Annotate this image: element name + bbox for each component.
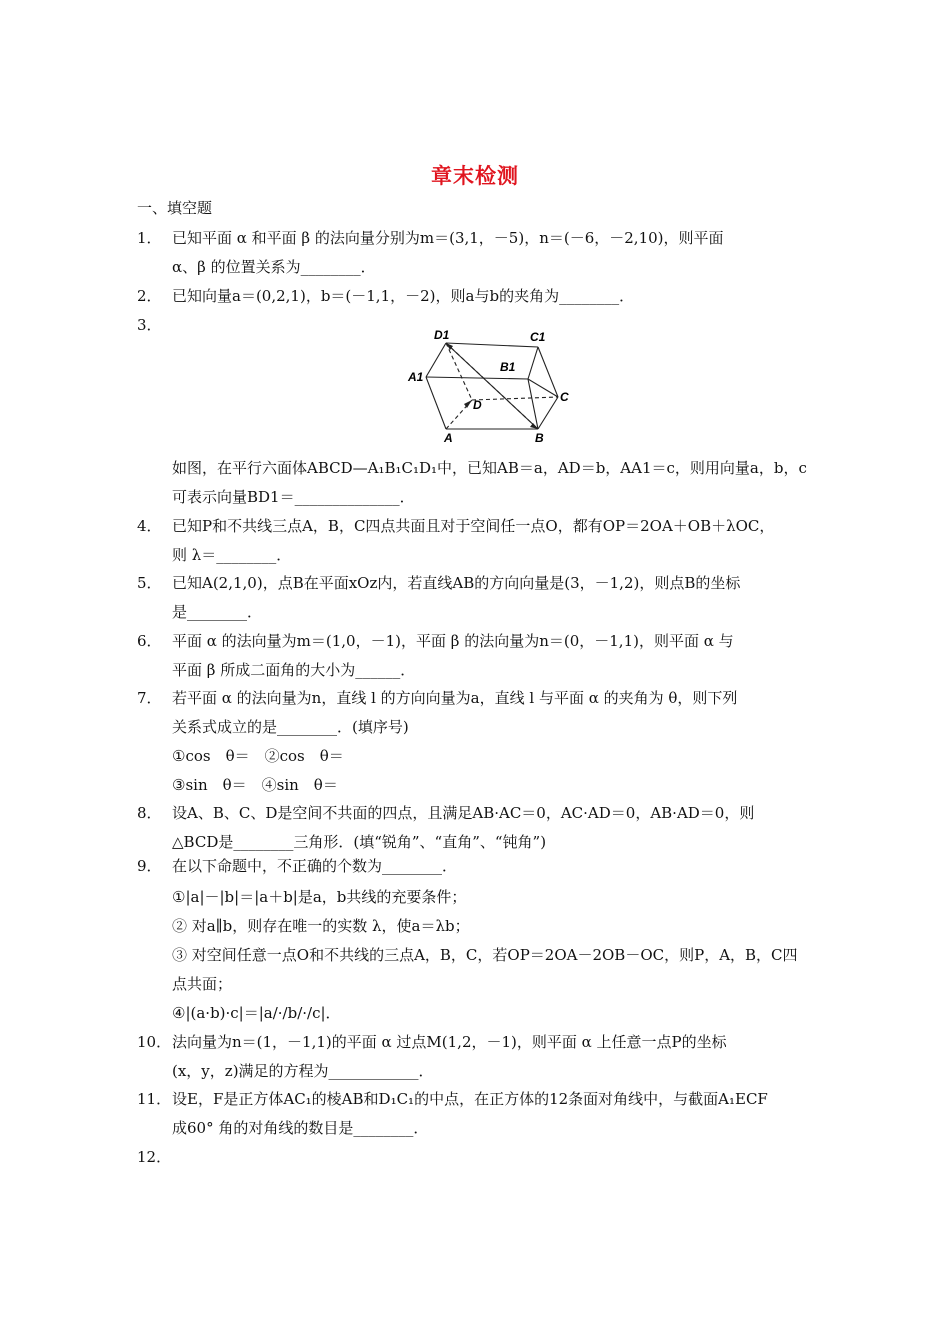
question-number: 4． [137,517,162,535]
parallelepiped-figure [400,325,580,449]
question-number: 5． [137,574,162,592]
question-text: 在以下命题中，不正确的个数为________． [172,857,458,875]
question-option: 点共面； [172,975,233,993]
question-option: ①cos θ＝ ②cos θ＝ [172,747,344,765]
page-title: 章末检测 [431,164,519,188]
question-option: ③ 对空间任意一点O和不共线的三点A，B，C，若OP＝2OA－2OB－OC，则P，A，B，C四 [172,946,798,964]
parallelepiped-diagram [400,325,580,445]
question-text: 若平面 α 的法向量为n，直线 l 的方向向量为a，直线 l 与平面 α 的夹角为 θ，则下列 [172,689,738,707]
question-text: 是________． [172,603,263,621]
figure-label: C1 [530,330,546,344]
question-text: 已知向量a＝(0,2,1)，b＝(－1,1，－2)，则a与b的夹角为________． [172,287,635,305]
question-text: 已知平面 α 和平面 β 的法向量分别为m＝(3,1，－5)，n＝(－6，－2,10)，则平面 [172,229,724,247]
question-text: 设E，F是正方体AC₁的棱AB和D₁C₁的中点，在正方体的12条面对角线中，与截面A₁ECF [172,1090,768,1108]
question-text: △BCD是________三角形．(填“锐角”、“直角”、“钝角”) [172,833,547,851]
question-text: 如图，在平行六面体ABCD—A₁B₁C₁D₁中，已知AB＝a，AD＝b，AA1＝c，则用向量a，b，c [172,459,807,477]
figure-label: B [535,431,544,445]
question-number: 11． [137,1090,172,1108]
section-heading: 一、填空题 [137,199,213,217]
question-number: 12． [137,1148,172,1166]
question-number: 2． [137,287,162,305]
question-option: ①|a|－|b|＝|a＋b|是a，b共线的充要条件； [172,888,467,906]
question-text: 可表示向量BD1＝______________． [172,488,415,506]
question-number: 9． [137,857,162,875]
question-number: 6． [137,632,162,650]
figure-label: B1 [500,360,516,374]
question-text: 成60° 角的对角线的数目是________． [172,1119,429,1137]
question-number: 1． [137,229,162,247]
figure-label: A1 [408,370,424,384]
question-text: 平面 β 所成二面角的大小为______． [172,661,416,679]
question-text: 平面 α 的法向量为m＝(1,0，－1)，平面 β 的法向量为n＝(0，－1,1)，则平面 α 与 [172,632,734,650]
question-text: α、β 的位置关系为________． [172,258,376,276]
question-text: 法向量为n＝(1，－1,1)的平面 α 过点M(1,2，－1)，则平面 α 上任意一点P的坐标 [172,1033,727,1051]
question-number: 7． [137,689,162,707]
question-number: 10． [137,1033,172,1051]
figure-label: D1 [434,328,450,342]
question-text: 已知P和不共线三点A，B，C四点共面且对于空间任一点O，都有OP＝2OA＋OB＋λOC， [172,517,775,535]
question-text: 关系式成立的是________．(填序号) [172,718,409,736]
figure-label: D [473,398,482,412]
question-text: 已知A(2,1,0)，点B在平面xOz内，若直线AB的方向向量是(3，－1,2)，则点B的坐标 [172,574,741,592]
question-option: ④|(a·b)·c|＝|a/·/b/·/c|． [172,1004,341,1022]
question-text: (x，y，z)满足的方程为____________． [172,1062,434,1080]
question-option: ② 对a∥b，则存在唯一的实数 λ，使a＝λb； [172,917,470,935]
figure-label: C [560,390,569,404]
figure-label: A [444,431,453,445]
question-number: 3． [137,316,162,334]
question-option: ③sin θ＝ ④sin θ＝ [172,776,338,794]
question-text: 设A、B、C、D是空间不共面的四点，且满足AB·AC＝0，AC·AD＝0，AB·AD＝0，则 [172,804,755,822]
question-text: 则 λ＝________． [172,546,292,564]
question-number: 8． [137,804,162,822]
